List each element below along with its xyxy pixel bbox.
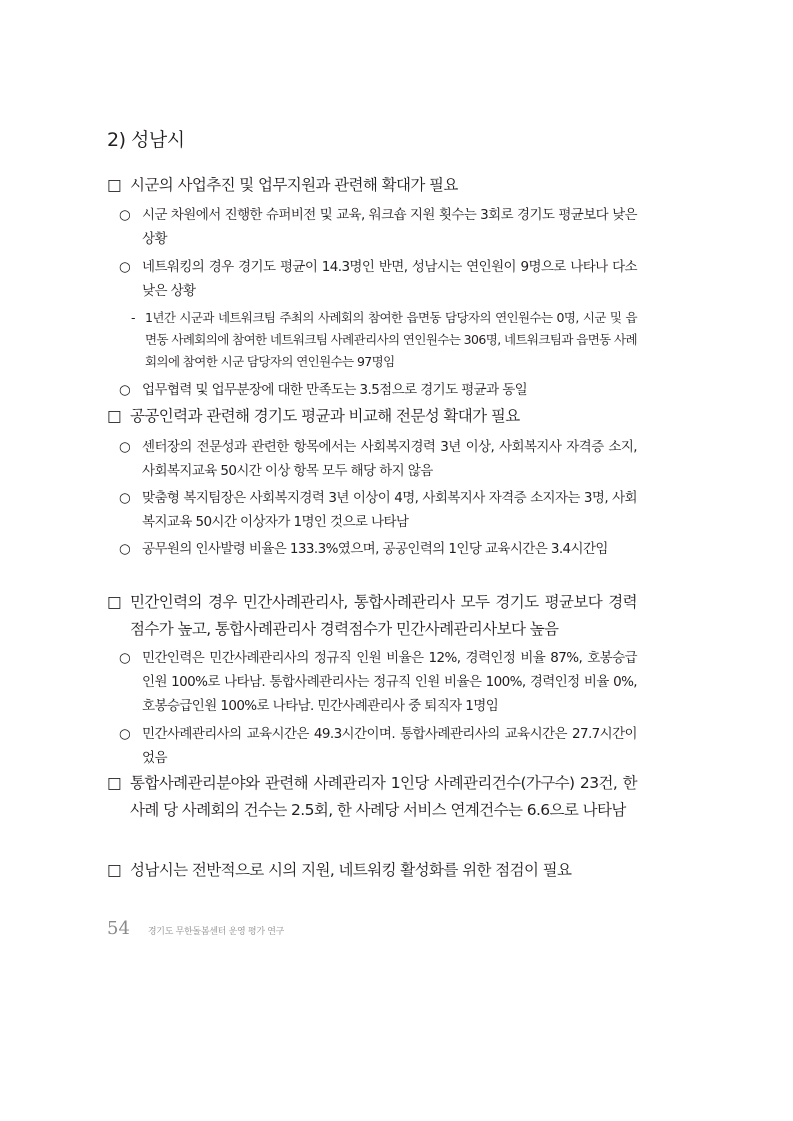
bullet-text: 민간사례관리사의 교육시간은 49.3시간이며. 통합사례관리사의 교육시간은 27.7시간이었음 (142, 726, 637, 766)
bullet-text: 시군 차원에서 진행한 슈퍼비전 및 교육, 워크숍 지원 횟수는 3회로 경기도 평균보다 낮은 상황 (142, 207, 637, 247)
square-bullet-icon: □ (107, 176, 122, 194)
section-title: 2) 성남시 (107, 129, 185, 151)
bullet-text: 통합사례관리분야와 관련해 사례관리자 1인당 사례관리건수(가구수) 23건, 한 사례 당 사례회의 건수는 2.5회, 한 사례당 서비스 연계건수는 6.6으로 나타남 (130, 774, 637, 819)
bullet-text: 성남시는 전반적으로 시의 지원, 네트워킹 활성화를 위한 점검이 필요 (130, 861, 572, 879)
circle-bullet-icon: ○ (119, 490, 131, 506)
square-bullet-item (107, 403, 637, 430)
bullet-text: 맞춤형 복지팀장은 사회복지경력 3년 이상이 4명, 사회복지사 자격증 소지자는 3명, 사회복지교육 50시간 이상자가 1명인 것으로 나타남 (142, 490, 637, 530)
bullet-text: 네트워킹의 경우 경기도 평균이 14.3명인 반면, 성남시는 연인원이 9명으로 나타나 다소 낮은 상황 (142, 259, 637, 299)
circle-bullet-item (119, 203, 637, 251)
bullet-text: 센터장의 전문성과 관련한 항목에서는 사회복지경력 3년 이상, 사회복지사 자격증 소지, 사회복지교육 50시간 이상 항목 모두 해당 하지 않음 (142, 439, 637, 479)
bullet-text: 민간인력의 경우 민간사례관리사, 통합사례관리사 모두 경기도 평균보다 경력점수가 높고, 통합사례관리사 경력점수가 민간사례관리사보다 높음 (130, 593, 637, 638)
circle-bullet-icon: ○ (119, 541, 131, 557)
page-number: 54 (107, 918, 130, 939)
circle-bullet-item (119, 378, 637, 402)
square-bullet-item (107, 589, 637, 643)
bullet-text: 업무협력 및 업무분장에 대한 만족도는 3.5점으로 경기도 평균과 동일 (142, 382, 528, 398)
circle-bullet-icon: ○ (119, 259, 131, 275)
circle-bullet-icon: ○ (119, 726, 131, 742)
square-bullet-icon: □ (107, 593, 122, 611)
square-bullet-item (107, 172, 637, 199)
bullet-text: 1년간 시군과 네트워크팀 주최의 사례회의 참여한 읍면동 담당자의 연인원수는 0명, 시군 및 읍면동 사례회의에 참여한 네트워크팀 사례관리사의 연인원수는 306명, 네트워크팀과 읍면동 사례회의에 참여한 시군 담당자의 연인원수는 97명임 (145, 310, 637, 369)
square-bullet-icon: □ (107, 861, 122, 879)
circle-bullet-item (119, 255, 637, 303)
circle-bullet-icon: ○ (119, 650, 131, 666)
running-footer-title: 경기도 무한돌봄센터 운영 평가 연구 (147, 927, 285, 937)
bullet-text: 공공인력과 관련해 경기도 평균과 비교해 전문성 확대가 필요 (130, 407, 520, 425)
circle-bullet-item (119, 486, 637, 534)
dash-bullet-icon: - (131, 310, 135, 325)
square-bullet-icon: □ (107, 407, 122, 425)
dash-bullet-item (131, 307, 637, 373)
circle-bullet-item (119, 537, 637, 561)
circle-bullet-item (119, 646, 637, 718)
bullet-text: 공무원의 인사발령 비율은 133.3%였으며, 공공인력의 1인당 교육시간은 3.4시간임 (142, 541, 608, 557)
circle-bullet-item (119, 722, 637, 770)
bullet-text: 시군의 사업추진 및 업무지원과 관련해 확대가 필요 (130, 176, 458, 194)
circle-bullet-icon: ○ (119, 382, 131, 398)
page-footer (107, 918, 284, 939)
circle-bullet-icon: ○ (119, 207, 131, 223)
circle-bullet-icon: ○ (119, 439, 131, 455)
square-bullet-item (107, 857, 637, 884)
bullet-text: 민간인력은 민간사례관리사의 정규직 인원 비율은 12%, 경력인정 비율 87%, 호봉승급인원 100%로 나타남. 통합사례관리사는 정규직 인원 비율은 100%, 경력인정 비율 0%, 호봉승급인원 100%로 나타남. 민간사례관리사 중 퇴직자 1명임 (142, 650, 637, 714)
square-bullet-icon: □ (107, 774, 122, 792)
circle-bullet-item (119, 435, 637, 483)
square-bullet-item (107, 770, 637, 824)
